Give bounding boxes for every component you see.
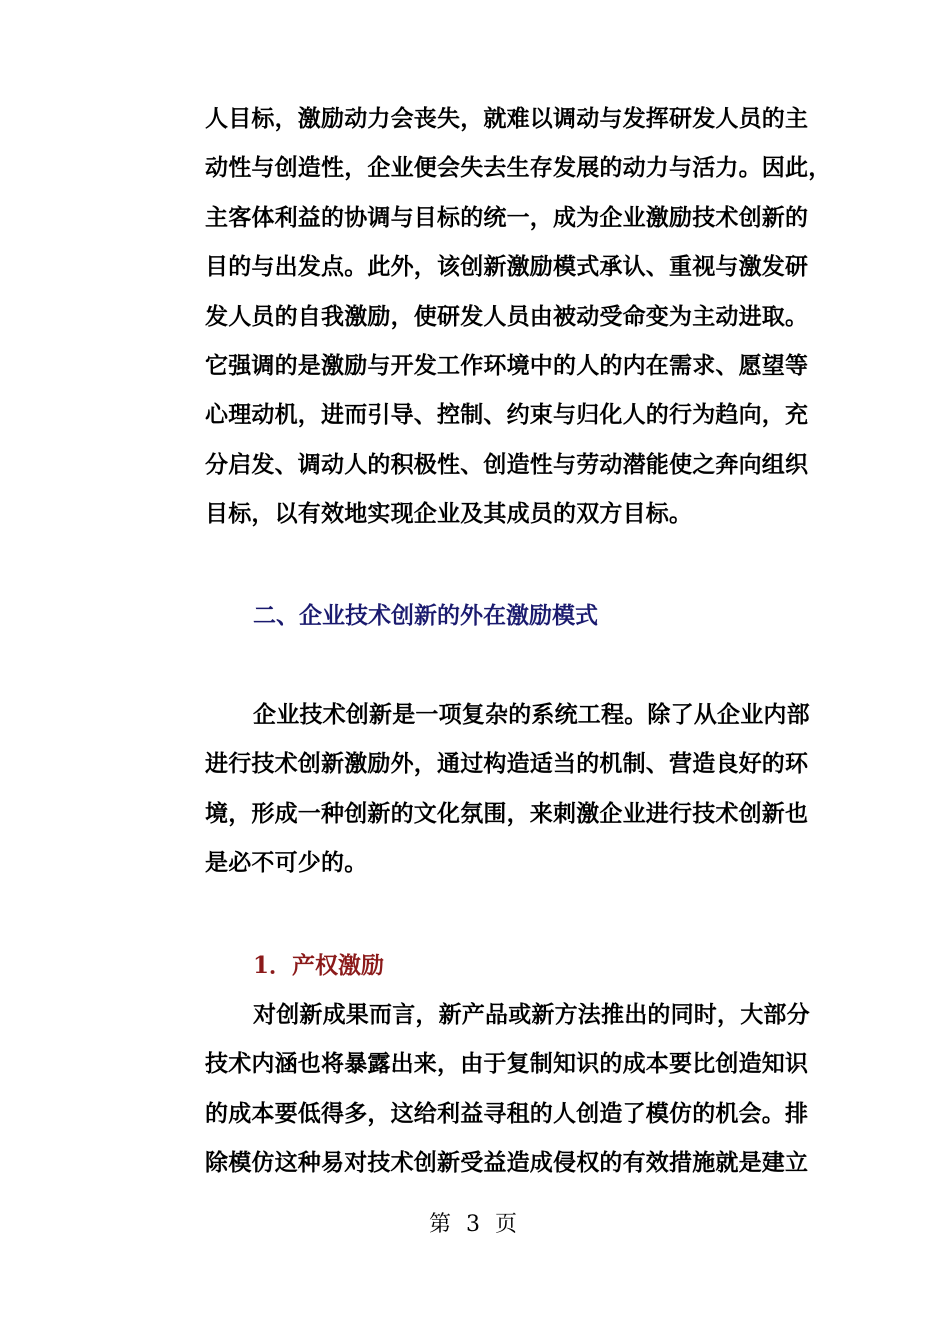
paragraph-line: 分启发、调动人的积极性、创造性与劳动潜能使之奔向组织 [205, 450, 809, 478]
paragraph-line: 它强调的是激励与开发工作环境中的人的内在需求、愿望等 [205, 352, 809, 380]
paragraph-line: 目标，以有效地实现企业及其成员的双方目标。 [205, 500, 693, 528]
body-paragraph-3 [205, 990, 835, 1188]
paragraph-line: 目的与出发点。此外，该创新激励模式承认、重视与激发研 [205, 253, 809, 281]
paragraph-line: 人目标，激励动力会丧失，就难以调动与发挥研发人员的主 [205, 105, 809, 132]
paragraph-line: 进行技术创新激励外，通过构造适当的机制、营造良好的环 [205, 750, 809, 778]
paragraph-line: 的成本要低得多，这给利益寻租的人创造了模仿的机会。排 [205, 1099, 809, 1127]
section-heading: 二、企业技术创新的外在激励模式 [253, 602, 598, 629]
subsection-heading: 1．产权激励 [253, 952, 385, 979]
paragraph-line: 除模仿这种易对技术创新受益造成侵权的有效措施就是建立 [205, 1149, 809, 1177]
paragraph-line: 企业技术创新是一项复杂的系统工程。除了从企业内部 [253, 701, 810, 728]
page-number: 第 3 页 [429, 1212, 521, 1237]
body-paragraph-2 [205, 690, 835, 888]
paragraph-line: 境，形成一种创新的文化氛围，来刺激企业进行技术创新也 [205, 799, 809, 827]
body-paragraph-1 [205, 94, 835, 539]
paragraph-line: 发人员的自我激励，使研发人员由被动受命变为主动进取。 [205, 302, 809, 330]
paragraph-line: 主客体利益的协调与目标的统一，成为企业激励技术创新的 [205, 203, 809, 231]
paragraph-line: 是必不可少的。 [205, 849, 368, 877]
paragraph-line: 心理动机，进而引导、控制、约束与归化人的行为趋向，充 [205, 401, 809, 429]
paragraph-line: 动性与创造性，企业便会失去生存发展的动力与活力。因此， [205, 154, 832, 182]
paragraph-line: 技术内涵也将暴露出来，由于复制知识的成本要比创造知识 [205, 1050, 809, 1078]
paragraph-line: 对创新成果而言，新产品或新方法推出的同时，大部分 [253, 1001, 810, 1028]
